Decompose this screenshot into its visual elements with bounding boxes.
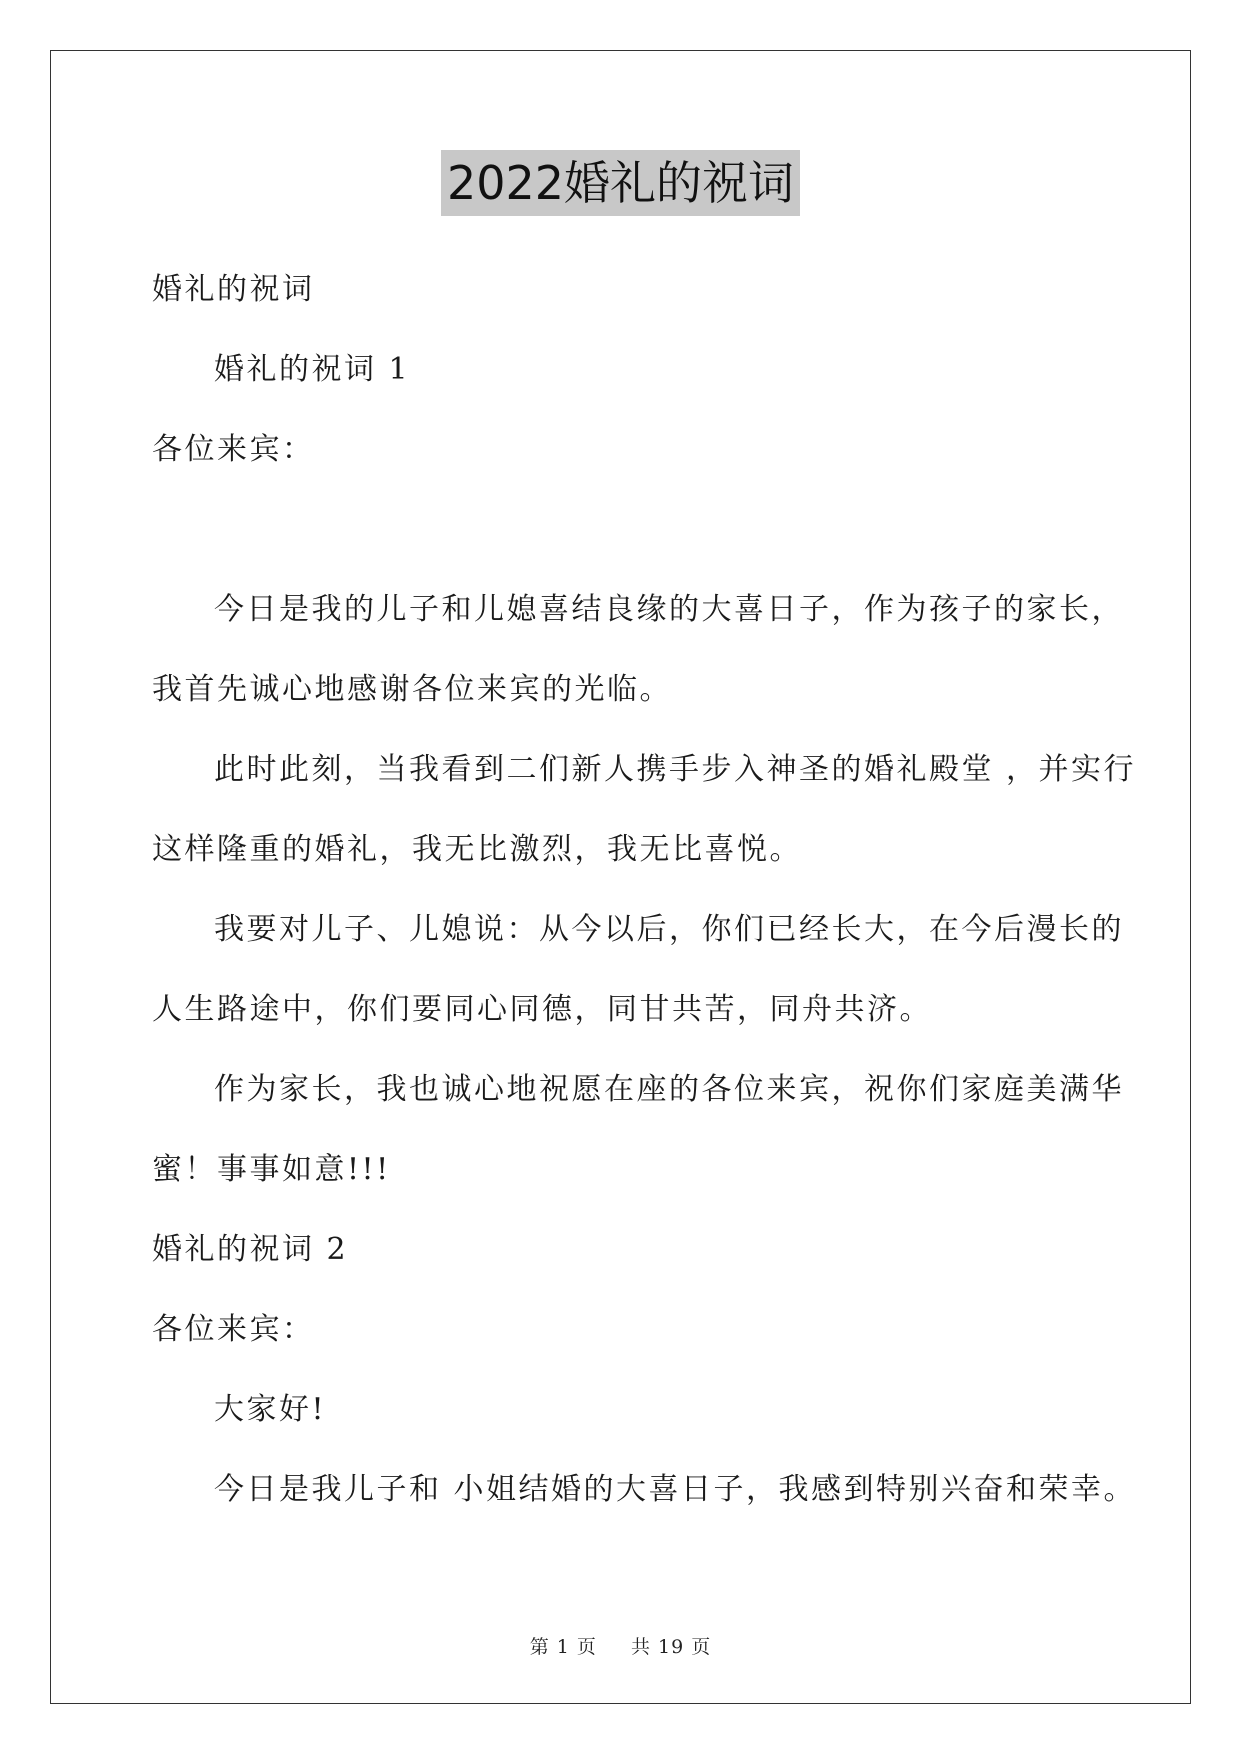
body-line: 各位来宾： (152, 432, 315, 467)
paragraph-line: 今日是我的儿子和儿媳喜结良缘的大喜日子，作为孩子的家长， (214, 592, 1124, 627)
paragraph-line: 作为家长，我也诚心地祝愿在座的各位来宾，祝你们家庭美满华 (214, 1072, 1124, 1107)
page-number: 第 1 页 (529, 1636, 597, 1658)
paragraph-line: 此时此刻，当我看到二们新人携手步入神圣的婚礼殿堂 ，并实行 (214, 752, 1137, 787)
body-line: 各位来宾： (152, 1312, 315, 1347)
paragraph-line: 人生路途中，你们要同心同德，同甘共苦，同舟共济。 (152, 992, 932, 1027)
paragraph-line: 今日是我儿子和 小姐结婚的大喜日子，我感到特别兴奋和荣幸。 (214, 1472, 1137, 1507)
section-heading: 婚礼的祝词 2 (152, 1232, 349, 1267)
body-line: 婚礼的祝词 (152, 272, 315, 307)
title-container (0, 150, 1241, 216)
paragraph-line: 这样隆重的婚礼，我无比激烈，我无比喜悦。 (152, 832, 802, 867)
paragraph-line: 我首先诚心地感谢各位来宾的光临。 (152, 672, 672, 707)
document-title: 2022婚礼的祝词 (441, 150, 800, 216)
paragraph-line: 我要对儿子、儿媳说：从今以后，你们已经长大，在今后漫长的 (214, 912, 1124, 947)
paragraph-line: 大家好! (214, 1392, 327, 1427)
paragraph-line: 蜜！事事如意!!! (152, 1152, 391, 1187)
page-total: 共 19 页 (631, 1636, 712, 1658)
page-footer (0, 1632, 1241, 1659)
section-heading: 婚礼的祝词 1 (214, 352, 411, 387)
